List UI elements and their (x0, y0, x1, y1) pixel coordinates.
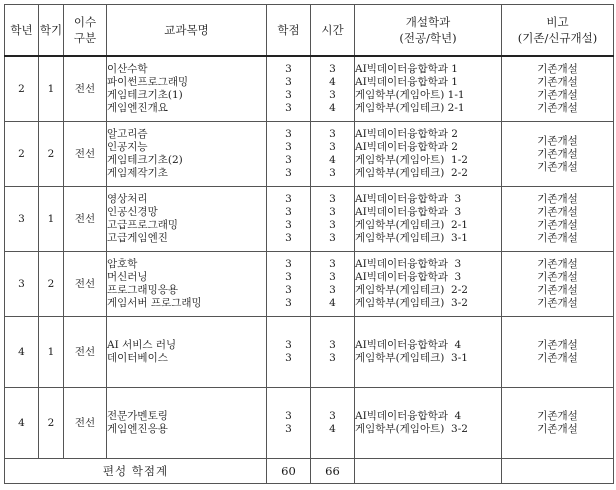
header-course: 교과목명 (107, 5, 267, 57)
note-value: 기존개설 (537, 76, 578, 88)
table-row (5, 252, 614, 317)
dept-list-cell (355, 388, 502, 459)
note-value: 기존개설 (537, 352, 578, 364)
year-cell: 4 (5, 388, 39, 459)
course-name: AI 서비스 러닝 (107, 339, 177, 351)
note-value: 기존개설 (537, 297, 578, 309)
note-value: 기존개설 (537, 134, 578, 147)
year-cell: 2 (5, 122, 39, 187)
credit-value: 3 (285, 167, 292, 179)
note-value: 기존개설 (537, 410, 578, 422)
dept-name: AI빅데이터융합학과 4 (355, 410, 462, 422)
hours-list-cell (311, 252, 355, 317)
category-cell: 전선 (64, 252, 107, 317)
header-year: 학년 (5, 5, 39, 57)
credit-value: 3 (285, 271, 292, 283)
credit-value: 3 (285, 339, 292, 351)
hour-value: 3 (329, 284, 336, 296)
course-list-cell (107, 317, 267, 388)
hour-value: 4 (329, 297, 336, 309)
dept-name: 게임학부(게임테크) 2-2 (355, 284, 468, 296)
course-name: 전문가멘토링 (107, 410, 168, 422)
dept-name: 게임학부(게임테크) 3-1 (355, 352, 468, 364)
hours-list-cell (311, 388, 355, 459)
note-list-cell (502, 56, 614, 122)
semester-cell: 2 (39, 122, 64, 187)
hour-value: 3 (329, 193, 336, 205)
year-cell: 3 (5, 252, 39, 317)
course-name: 프로그래밍응용 (107, 284, 179, 296)
note-list-cell (502, 187, 614, 252)
credit-value: 3 (285, 410, 292, 422)
note-value: 기존개설 (537, 89, 578, 101)
header-credits: 학점 (267, 5, 311, 57)
note-list-cell (502, 252, 614, 317)
dept-name: AI빅데이터융합학과 1 (355, 63, 458, 75)
credit-value: 3 (285, 128, 292, 140)
credits-list-cell (267, 317, 311, 388)
course-name: 게임테크기초(2) (107, 154, 183, 166)
credit-value: 3 (285, 423, 292, 435)
header-category: 이수 구분 (64, 5, 107, 57)
dept-name: 게임학부(게임아트) 1-2 (355, 154, 468, 166)
year-cell: 3 (5, 187, 39, 252)
course-name: 인공지능 (107, 141, 148, 153)
hour-value: 3 (329, 410, 336, 422)
course-name: 고급게임엔진 (107, 232, 168, 244)
dept-list-cell (355, 187, 502, 252)
course-name: 영상처리 (107, 193, 148, 205)
total-label: 편성 학점계 (5, 459, 267, 484)
note-list-cell (502, 122, 614, 187)
hours-list-cell (311, 122, 355, 187)
course-name: 게임테크기초(1) (107, 89, 183, 101)
table-row (5, 317, 614, 388)
total-row (5, 459, 614, 484)
dept-name: AI빅데이터융합학과 3 (355, 193, 462, 205)
dept-name: AI빅데이터융합학과 2 (355, 141, 458, 153)
header-note: 비고 (기존/신규개설) (502, 5, 614, 57)
dept-name: 게임학부(게임아트) 3-2 (355, 423, 468, 435)
category-cell: 전선 (64, 388, 107, 459)
hour-value: 3 (329, 339, 336, 351)
note-list-cell (502, 388, 614, 459)
note-value: 기존개설 (537, 63, 578, 75)
hour-value: 3 (329, 232, 336, 244)
course-list-cell (107, 187, 267, 252)
hour-value: 4 (329, 154, 336, 166)
course-name: 게임서버 프로그래밍 (107, 297, 202, 309)
dept-list-cell (355, 317, 502, 388)
course-name: 알고리즘 (107, 128, 148, 140)
dept-list-cell (355, 56, 502, 122)
hour-value: 3 (329, 89, 336, 101)
credit-value: 3 (285, 63, 292, 75)
semester-cell: 1 (39, 56, 64, 122)
total-empty-note (502, 459, 614, 484)
hour-value: 3 (329, 258, 336, 270)
hours-list-cell (311, 317, 355, 388)
category-cell: 전선 (64, 317, 107, 388)
hour-value: 3 (329, 128, 336, 140)
credit-value: 3 (285, 206, 292, 218)
course-name: 게임엔진개요 (107, 102, 168, 114)
credit-value: 3 (285, 193, 292, 205)
credit-value: 3 (285, 76, 292, 88)
note-value: 기존개설 (537, 193, 578, 205)
dept-name: 게임학부(게임테크) 3-1 (355, 232, 468, 244)
note-value: 기존개설 (537, 232, 578, 244)
category-cell: 전선 (64, 187, 107, 252)
dept-name: 게임학부(게임테크) 3-2 (355, 297, 468, 309)
hour-value: 3 (329, 141, 336, 153)
header-semester: 학기 (39, 5, 64, 57)
credits-list-cell (267, 388, 311, 459)
credits-list-cell (267, 122, 311, 187)
course-name: 이산수학 (107, 63, 148, 75)
credit-value: 3 (285, 284, 292, 296)
course-list-cell (107, 252, 267, 317)
note-value: 기존개설 (537, 102, 578, 114)
credits-list-cell (267, 252, 311, 317)
semester-cell: 2 (39, 252, 64, 317)
dept-name: AI빅데이터융합학과 3 (355, 258, 462, 270)
dept-name: 게임학부(게임테크) 2-1 (355, 102, 465, 114)
dept-list-cell (355, 122, 502, 187)
dept-name: AI빅데이터융합학과 4 (355, 339, 462, 351)
course-name: 게임제작기초 (107, 167, 168, 179)
category-cell: 전선 (64, 56, 107, 122)
course-name: 머신러닝 (107, 271, 148, 283)
hour-value: 4 (329, 102, 336, 114)
credits-list-cell (267, 56, 311, 122)
hour-value: 3 (329, 271, 336, 283)
hours-list-cell (311, 187, 355, 252)
course-name: 암호학 (107, 258, 138, 270)
course-name: 고급프로그래밍 (107, 219, 179, 231)
dept-name: AI빅데이터융합학과 3 (355, 206, 462, 218)
note-value: 기존개설 (537, 423, 578, 435)
year-cell: 4 (5, 317, 39, 388)
header-dept: 개설학과 (전공/학년) (355, 5, 502, 57)
total-credits: 60 (267, 459, 311, 484)
course-name: 데이터베이스 (107, 352, 168, 364)
hour-value: 3 (329, 63, 336, 75)
credit-value: 3 (285, 352, 292, 364)
table-row (5, 388, 614, 459)
credit-value: 3 (285, 154, 292, 166)
note-value: 기존개설 (537, 206, 578, 218)
credit-value: 3 (285, 141, 292, 153)
credit-value: 3 (285, 258, 292, 270)
semester-cell: 1 (39, 187, 64, 252)
note-value: 기존개설 (537, 339, 578, 351)
hours-list-cell (311, 56, 355, 122)
note-value: 기존개설 (537, 219, 578, 231)
dept-name: 게임학부(게임테크) 2-1 (355, 219, 468, 231)
note-value: 기존개설 (537, 271, 578, 283)
note-value: 기존개설 (537, 284, 578, 296)
semester-cell: 1 (39, 317, 64, 388)
hour-value: 3 (329, 219, 336, 231)
hour-value: 3 (329, 206, 336, 218)
table-row (5, 187, 614, 252)
course-list-cell (107, 56, 267, 122)
year-cell: 2 (5, 56, 39, 122)
hour-value: 3 (329, 352, 336, 364)
hour-value: 3 (329, 167, 336, 179)
dept-name: AI빅데이터융합학과 3 (355, 271, 462, 283)
course-list-cell (107, 122, 267, 187)
credit-value: 3 (285, 219, 292, 231)
header-row (5, 5, 614, 57)
note-value: 기존개설 (537, 147, 578, 160)
course-name: 게임엔진응용 (107, 423, 168, 435)
table-row (5, 122, 614, 187)
total-hours: 66 (311, 459, 355, 484)
curriculum-table (4, 4, 614, 484)
category-cell: 전선 (64, 122, 107, 187)
note-value: 기존개설 (537, 258, 578, 270)
credit-value: 3 (285, 232, 292, 244)
total-empty-dept (355, 459, 502, 484)
note-list-cell (502, 317, 614, 388)
credit-value: 3 (285, 89, 292, 101)
semester-cell: 2 (39, 388, 64, 459)
dept-name: AI빅데이터융합학과 2 (355, 128, 458, 140)
table-body (5, 56, 614, 459)
dept-name: 게임학부(게임테크) 2-2 (355, 167, 468, 179)
dept-name: 게임학부(게임아트) 1-1 (355, 89, 465, 101)
credit-value: 3 (285, 297, 292, 309)
hour-value: 4 (329, 76, 336, 88)
hour-value: 4 (329, 423, 336, 435)
dept-name: AI빅데이터융합학과 1 (355, 76, 458, 88)
course-list-cell (107, 388, 267, 459)
credits-list-cell (267, 187, 311, 252)
course-name: 파이썬프로그래밍 (107, 76, 189, 88)
note-value: 기존개설 (537, 160, 578, 173)
table-row (5, 56, 614, 122)
dept-list-cell (355, 252, 502, 317)
course-name: 인공신경망 (107, 206, 158, 218)
credit-value: 3 (285, 102, 292, 114)
header-hours: 시간 (311, 5, 355, 57)
